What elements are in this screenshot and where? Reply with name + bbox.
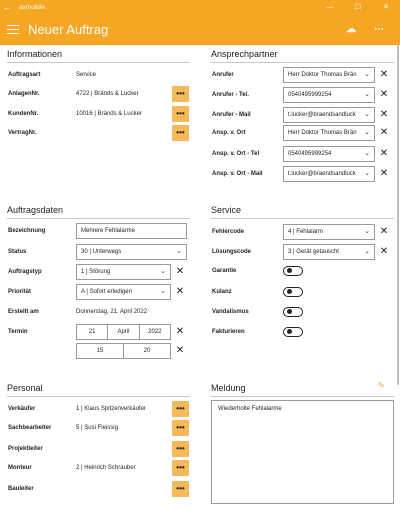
ansp-ort-label: Ansp. v. Ort — [212, 130, 246, 136]
vandalismus-toggle[interactable] — [283, 307, 303, 317]
section-title: Service — [211, 205, 394, 219]
termin-date-clear-icon[interactable]: ✕ — [175, 326, 185, 337]
anrufer-mail-dropdown[interactable]: t.lucker@braendsandluck ⌄ — [283, 107, 375, 123]
kulanz-toggle[interactable] — [283, 287, 303, 297]
erstellt-label: Erstellt am — [8, 309, 39, 315]
section-title: Auftragsdaten — [7, 205, 190, 219]
erstellt-value: Donnerstag, 21. April 2022 — [76, 309, 148, 315]
section-title: Informationen — [7, 49, 190, 63]
ansp-ort-tel-clear-icon[interactable]: ✕ — [379, 148, 389, 159]
projektleiter-select-button[interactable]: ••• — [172, 441, 189, 457]
loesungscode-clear-icon[interactable]: ✕ — [379, 246, 389, 257]
prioritaet-clear-icon[interactable]: ✕ — [175, 286, 185, 297]
maximize-button[interactable]: ☐ — [354, 4, 362, 11]
section-title: Meldung — [211, 383, 394, 397]
monteur-label: Monteur — [8, 465, 32, 471]
ansp-ort-tel-dropdown[interactable]: 0540495999254 ⌄ — [283, 146, 375, 162]
minimize-button[interactable]: — — [326, 3, 334, 11]
bauleiter-label: Bauleiter — [8, 486, 34, 492]
app-header — [0, 14, 400, 45]
bauleiter-select-button[interactable]: ••• — [172, 481, 189, 497]
fakturieren-label: Fakturieren — [212, 329, 245, 335]
sachbearbeiter-label: Sachbearbeiter — [8, 425, 52, 431]
section-meldung — [211, 383, 394, 397]
anrufer-clear-icon[interactable]: ✕ — [379, 69, 389, 80]
termin-minute[interactable]: 20 — [143, 348, 151, 354]
sachbearbeiter-value: 5 | Susi Fleissig — [76, 425, 118, 431]
anlagennr-select-button[interactable]: ••• — [172, 86, 189, 102]
chevron-down-icon: ⌄ — [160, 268, 166, 275]
anrufer-tel-dropdown[interactable]: 0540495999254 ⌄ — [283, 87, 375, 103]
vertragnr-label: VertragNr. — [8, 130, 37, 136]
status-dropdown[interactable]: 30 | Unterwegs ⌄ — [76, 244, 187, 260]
anrufer-label: Anrufer — [212, 72, 234, 78]
status-label: Status — [8, 249, 27, 255]
anrufer-tel-label: Anrufer - Tel. — [212, 92, 249, 98]
chevron-down-icon: ⌄ — [364, 129, 370, 136]
termin-month[interactable]: April — [108, 325, 139, 339]
prioritaet-dropdown[interactable]: A | Sofort erledigen ⌄ — [76, 284, 171, 300]
window-titlebar — [0, 0, 400, 14]
termin-time-clear-icon[interactable]: ✕ — [175, 345, 185, 356]
vertragnr-select-button[interactable]: ••• — [172, 125, 189, 141]
ansp-ort-mail-label: Ansp. v. Ort - Mail — [212, 171, 263, 177]
kundennr-select-button[interactable]: ••• — [172, 106, 189, 122]
chevron-down-icon: ⌄ — [364, 71, 370, 78]
garantie-toggle[interactable] — [283, 266, 303, 276]
kulanz-label: Kulanz — [212, 289, 232, 295]
kundennr-value: 10016 | Bränds & Lucker — [76, 111, 142, 117]
garantie-label: Garantie — [212, 268, 237, 274]
fehlercode-label: Fehlercode — [212, 229, 245, 235]
prioritaet-label: Priorität — [8, 289, 32, 295]
termin-date-picker[interactable] — [76, 324, 171, 340]
chevron-down-icon: ⌄ — [364, 91, 370, 98]
anrufer-dropdown[interactable]: Herr Doktor Thomas Brän ⌄ — [283, 67, 375, 83]
monteur-value: 2 | Heinrich Schrauber — [76, 465, 136, 471]
chevron-down-icon: ⌄ — [364, 170, 370, 177]
auftragstyp-dropdown[interactable]: 1 | Störung ⌄ — [76, 264, 171, 280]
ansp-ort-mail-dropdown[interactable]: t.lucker@braendsandluck ⌄ — [283, 166, 375, 182]
vandalismus-label: Vandalismus — [212, 309, 249, 315]
anlagennr-label: AnlagenNr. — [8, 91, 40, 97]
section-title: Personal — [7, 383, 190, 397]
app-name: asmobile — [19, 3, 46, 11]
fehlercode-clear-icon[interactable]: ✕ — [379, 226, 389, 237]
loesungscode-dropdown[interactable]: 3 | Gerät getauscht ⌄ — [283, 244, 375, 260]
anrufer-mail-clear-icon[interactable]: ✕ — [379, 109, 389, 120]
anlagennr-value: 4722 | Bränds & Lucker — [76, 91, 139, 97]
loesungscode-label: Lösungscode — [212, 249, 252, 255]
auftragstyp-label: Auftragstyp — [8, 269, 42, 275]
scrollbar[interactable] — [397, 45, 399, 385]
termin-hour[interactable]: 15 — [77, 344, 124, 358]
chevron-down-icon: ⌄ — [160, 288, 166, 295]
section-personal — [7, 383, 190, 397]
anrufer-mail-label: Anrufer - Mail — [212, 112, 251, 118]
cloud-upload-icon[interactable]: ☁ — [346, 24, 356, 35]
sachbearbeiter-select-button[interactable]: ••• — [172, 420, 189, 436]
ansp-ort-clear-icon[interactable]: ✕ — [379, 127, 389, 138]
monteur-select-button[interactable]: ••• — [172, 460, 189, 476]
chevron-down-icon: ⌄ — [176, 248, 182, 255]
ansp-ort-mail-clear-icon[interactable]: ✕ — [379, 168, 389, 179]
auftragsart-value: Service — [76, 72, 97, 78]
section-ansprechpartner — [211, 49, 394, 63]
close-window-button[interactable]: ✕ — [383, 4, 389, 11]
section-service — [211, 205, 394, 219]
kundennr-label: KundenNr. — [8, 111, 39, 117]
fehlercode-dropdown[interactable]: 4 | Fehlalarm ⌄ — [283, 224, 375, 240]
termin-time-picker[interactable] — [76, 343, 171, 359]
ansp-ort-dropdown[interactable]: Herr Doktor Thomas Brän ⌄ — [283, 125, 375, 141]
page-title: Neuer Auftrag — [28, 22, 109, 37]
chevron-down-icon: ⌄ — [364, 111, 370, 118]
more-options-icon[interactable]: ⋯ — [374, 24, 384, 35]
termin-year[interactable]: 2022 — [148, 329, 162, 335]
chevron-down-icon: ⌄ — [364, 228, 370, 235]
hamburger-menu-icon[interactable] — [7, 25, 19, 34]
back-arrow-icon[interactable]: ← — [2, 2, 12, 12]
termin-label: Termin — [8, 329, 28, 335]
auftragstyp-clear-icon[interactable]: ✕ — [175, 266, 185, 277]
section-informationen — [7, 49, 190, 63]
verkaeufer-select-button[interactable]: ••• — [172, 401, 189, 417]
chevron-down-icon: ⌄ — [364, 248, 370, 255]
meldung-textarea[interactable]: Wiederholte Fehlalarme — [211, 400, 394, 504]
auftragsart-label: Auftragsart — [8, 72, 41, 78]
termin-day[interactable]: 21 — [77, 325, 108, 339]
anrufer-tel-clear-icon[interactable]: ✕ — [379, 89, 389, 100]
fakturieren-toggle[interactable] — [283, 327, 303, 337]
verkaeufer-label: Verkäufer — [8, 406, 36, 412]
bezeichnung-input[interactable]: Mehrere Fehlalarme — [76, 223, 187, 239]
verkaeufer-value: 1 | Klaus Spitzenverkäufer — [76, 406, 146, 412]
projektleiter-label: Projektleiter — [8, 446, 43, 452]
section-title: Ansprechpartner — [211, 49, 394, 63]
section-auftragsdaten — [7, 205, 190, 219]
ansp-ort-tel-label: Ansp. v. Ort - Tel — [212, 151, 260, 157]
bezeichnung-label: Bezeichnung — [8, 228, 46, 234]
edit-icon[interactable]: ✎ — [378, 381, 385, 390]
chevron-down-icon: ⌄ — [364, 150, 370, 157]
